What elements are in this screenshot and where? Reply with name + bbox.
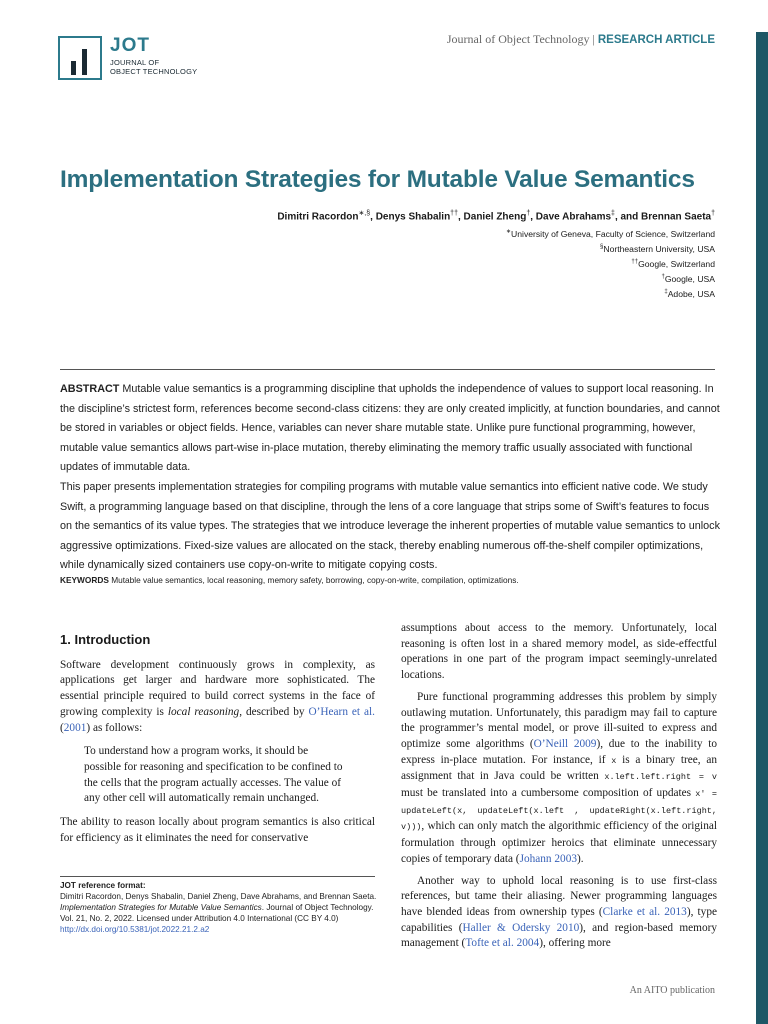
abstract-label: ABSTRACT: [60, 383, 120, 395]
intro-paragraph-2: The ability to reason locally about program semantics is also critical for efficiency as it eliminates the need for conservative: [60, 816, 375, 844]
keywords-label: KEYWORDS: [60, 575, 109, 585]
right-paragraph-1: assumptions about access to the memory. Unfortunately, local reasoning is often lost in a shared memory model, as side-effectful operations in one part of the program impact seemingly-unrelated locations.: [401, 622, 717, 682]
right-column: [401, 621, 717, 952]
logo-bars-icon: [58, 36, 102, 80]
author-list: Dimitri Racordon∗,§, Denys Shabalin††, Daniel Zheng†, Dave Abrahams‡, and Brennan Saeta†: [277, 210, 715, 223]
inline-code: x' = updateLeft(x, updateLeft(x.left , updateRight(x.left.right, v))): [401, 789, 717, 833]
right-paragraph-3: Another way to uphold local reasoning is to use first-class references, but tame their aliasing. Newer programming languages have blended ideas from ownership types (Clarke et al. 2013), type capabilities (Haller & Odersky 2010), and region-based memory management (Tofte et al. 2004), offering more: [401, 874, 717, 950]
citation-link[interactable]: O’Neill 2009: [533, 737, 597, 750]
logo-jot-text: JOT: [110, 35, 150, 56]
author-affil-mark: ‡: [611, 210, 615, 217]
paper-title: Implementation Strategies for Mutable Value Semantics: [60, 166, 695, 193]
author-affil-mark: ††: [450, 210, 458, 217]
left-column: [60, 632, 375, 846]
logo-subtitle-1: JOURNAL OF: [110, 58, 160, 67]
block-quote: To understand how a program works, it should be possible for reasoning and specification to be confined to the cells that the program actually accesses. The value of any other cell will automatically remain unchanged.: [84, 745, 343, 805]
right-paragraph-2: Pure functional programming addresses this problem by simply outlawing mutation. Unfortunately, this paradigm may fail to capture the programmer’s mental model, or prove ill-suited to express and optimize some algorithms (O’Neill 2009), due to the inability to express in-place mutation. For instance, if x is a binary tree, an assignment that in Java could be written x.left.left.right = v must be translated into a cumbersome composition of updates x' = updateLeft(x, updateLeft(x.left , updateRight(x.left.right, v))), which can only match the algorithmic efficiency of the original formulation through optimizer heroics that eliminate unnecessary copies of temporary data (Johann 2003).: [401, 690, 717, 865]
citation-link[interactable]: Johann 2003: [519, 852, 578, 865]
intro-paragraph-1: Software development continuously grows in complexity, as applications get larger and hardware more sophisticated. The essential principle required to build correct systems in the face of growing complexity is local reasoning, described by O’Hearn et al. (2001) as follows:: [60, 658, 375, 734]
abstract: [60, 380, 720, 576]
doi-link[interactable]: http://dx.doi.org/10.5381/jot.2022.21.2.a2: [60, 924, 210, 934]
header-separator: |: [592, 32, 595, 46]
journal-name: Journal of Object Technology: [446, 32, 590, 46]
article-type: RESEARCH ARTICLE: [597, 34, 715, 46]
author-name: and Brennan Saeta: [620, 211, 712, 223]
citation-link[interactable]: Haller & Odersky 2010: [462, 921, 580, 934]
section-heading: 1. Introduction: [60, 632, 151, 647]
affiliation: ‡Adobe, USA: [664, 288, 715, 299]
keywords: [60, 575, 720, 585]
abstract-paragraph-2: This paper presents implementation strategies for compiling programs with mutable value semantics into efficient native code. We study Swift, a programming language based on that discipline, through the lens of a core language that strips some of Swift’s features to focus on the semantics of its value types. The strategies that we introduce leverage the inherent properties of mutable value semantics to unlock aggressive optimizations. Fixed-size values are allocated on the stack, thereby enabling numerous off-the-shelf compiler optimizations, while dynamically sized containers use copy-on-write to mitigate copying costs.: [60, 480, 720, 572]
author-name: Dave Abrahams: [535, 211, 612, 223]
affiliation-list: [506, 226, 715, 301]
side-accent-bar: [756, 32, 768, 1024]
author-affil-mark: †: [711, 210, 715, 217]
inline-code: x: [611, 755, 617, 766]
author-affil-mark: ∗,§: [358, 210, 371, 217]
inline-code: x.left.left.right = v: [604, 772, 717, 783]
citation-year-link[interactable]: 2001: [63, 721, 87, 734]
author-name: Daniel Zheng: [463, 211, 527, 223]
abstract-divider: [60, 369, 715, 370]
keywords-text: Mutable value semantics, local reasoning, memory safety, borrowing, copy-on-write, compilation, optimizations.: [111, 575, 519, 585]
abstract-paragraph-1: Mutable value semantics is a programming discipline that upholds the independence of values to support local reasoning. In the discipline’s strictest form, references become second-class citizens: they are only created implicitly, at function boundaries, and cannot be stored in variables or object fields. Hence, variables can never share mutable state. Unlike pure functional programming, however, mutable value semantics allows part-wise in-place mutation, thereby eliminating the memory traffic usually associated with functional updates of immutable data.: [60, 383, 720, 474]
affiliation: †Google, USA: [661, 273, 715, 284]
reference-label: JOT reference format:: [60, 881, 146, 890]
affiliation: §Northeastern University, USA: [600, 243, 715, 254]
affiliation: ††Google, Switzerland: [631, 258, 715, 269]
journal-header: [447, 32, 715, 47]
reference-divider: [60, 876, 375, 877]
footer-publisher: An AITO publication: [629, 985, 715, 996]
author-name: Dimitri Racordon: [277, 211, 359, 223]
citation-link[interactable]: O’Hearn et al.: [308, 705, 375, 718]
affiliation: ∗University of Geneva, Faculty of Science, Switzerland: [506, 228, 715, 239]
logo-subtitle-2: OBJECT TECHNOLOGY: [110, 66, 198, 76]
author-name: Denys Shabalin: [375, 211, 451, 223]
citation-link[interactable]: Clarke et al. 2013: [602, 905, 687, 918]
jot-logo: [58, 36, 197, 80]
citation-link[interactable]: Tofte et al. 2004: [465, 937, 540, 950]
reference-format: JOT reference format: Dimitri Racordon, Denys Shabalin, Daniel Zheng, Dave Abrahams, and Brennan Saeta. Implementation Strategies for Mutable Value Semantics. Journal of Object Technology. Vol. 21, No. 2, 2022. Licensed under Attribution 4.0 International (CC BY 4.0) http://dx.doi.org/10.5381/jot.2022.21.2.a2: [60, 881, 377, 934]
author-affil-mark: †: [526, 210, 531, 217]
